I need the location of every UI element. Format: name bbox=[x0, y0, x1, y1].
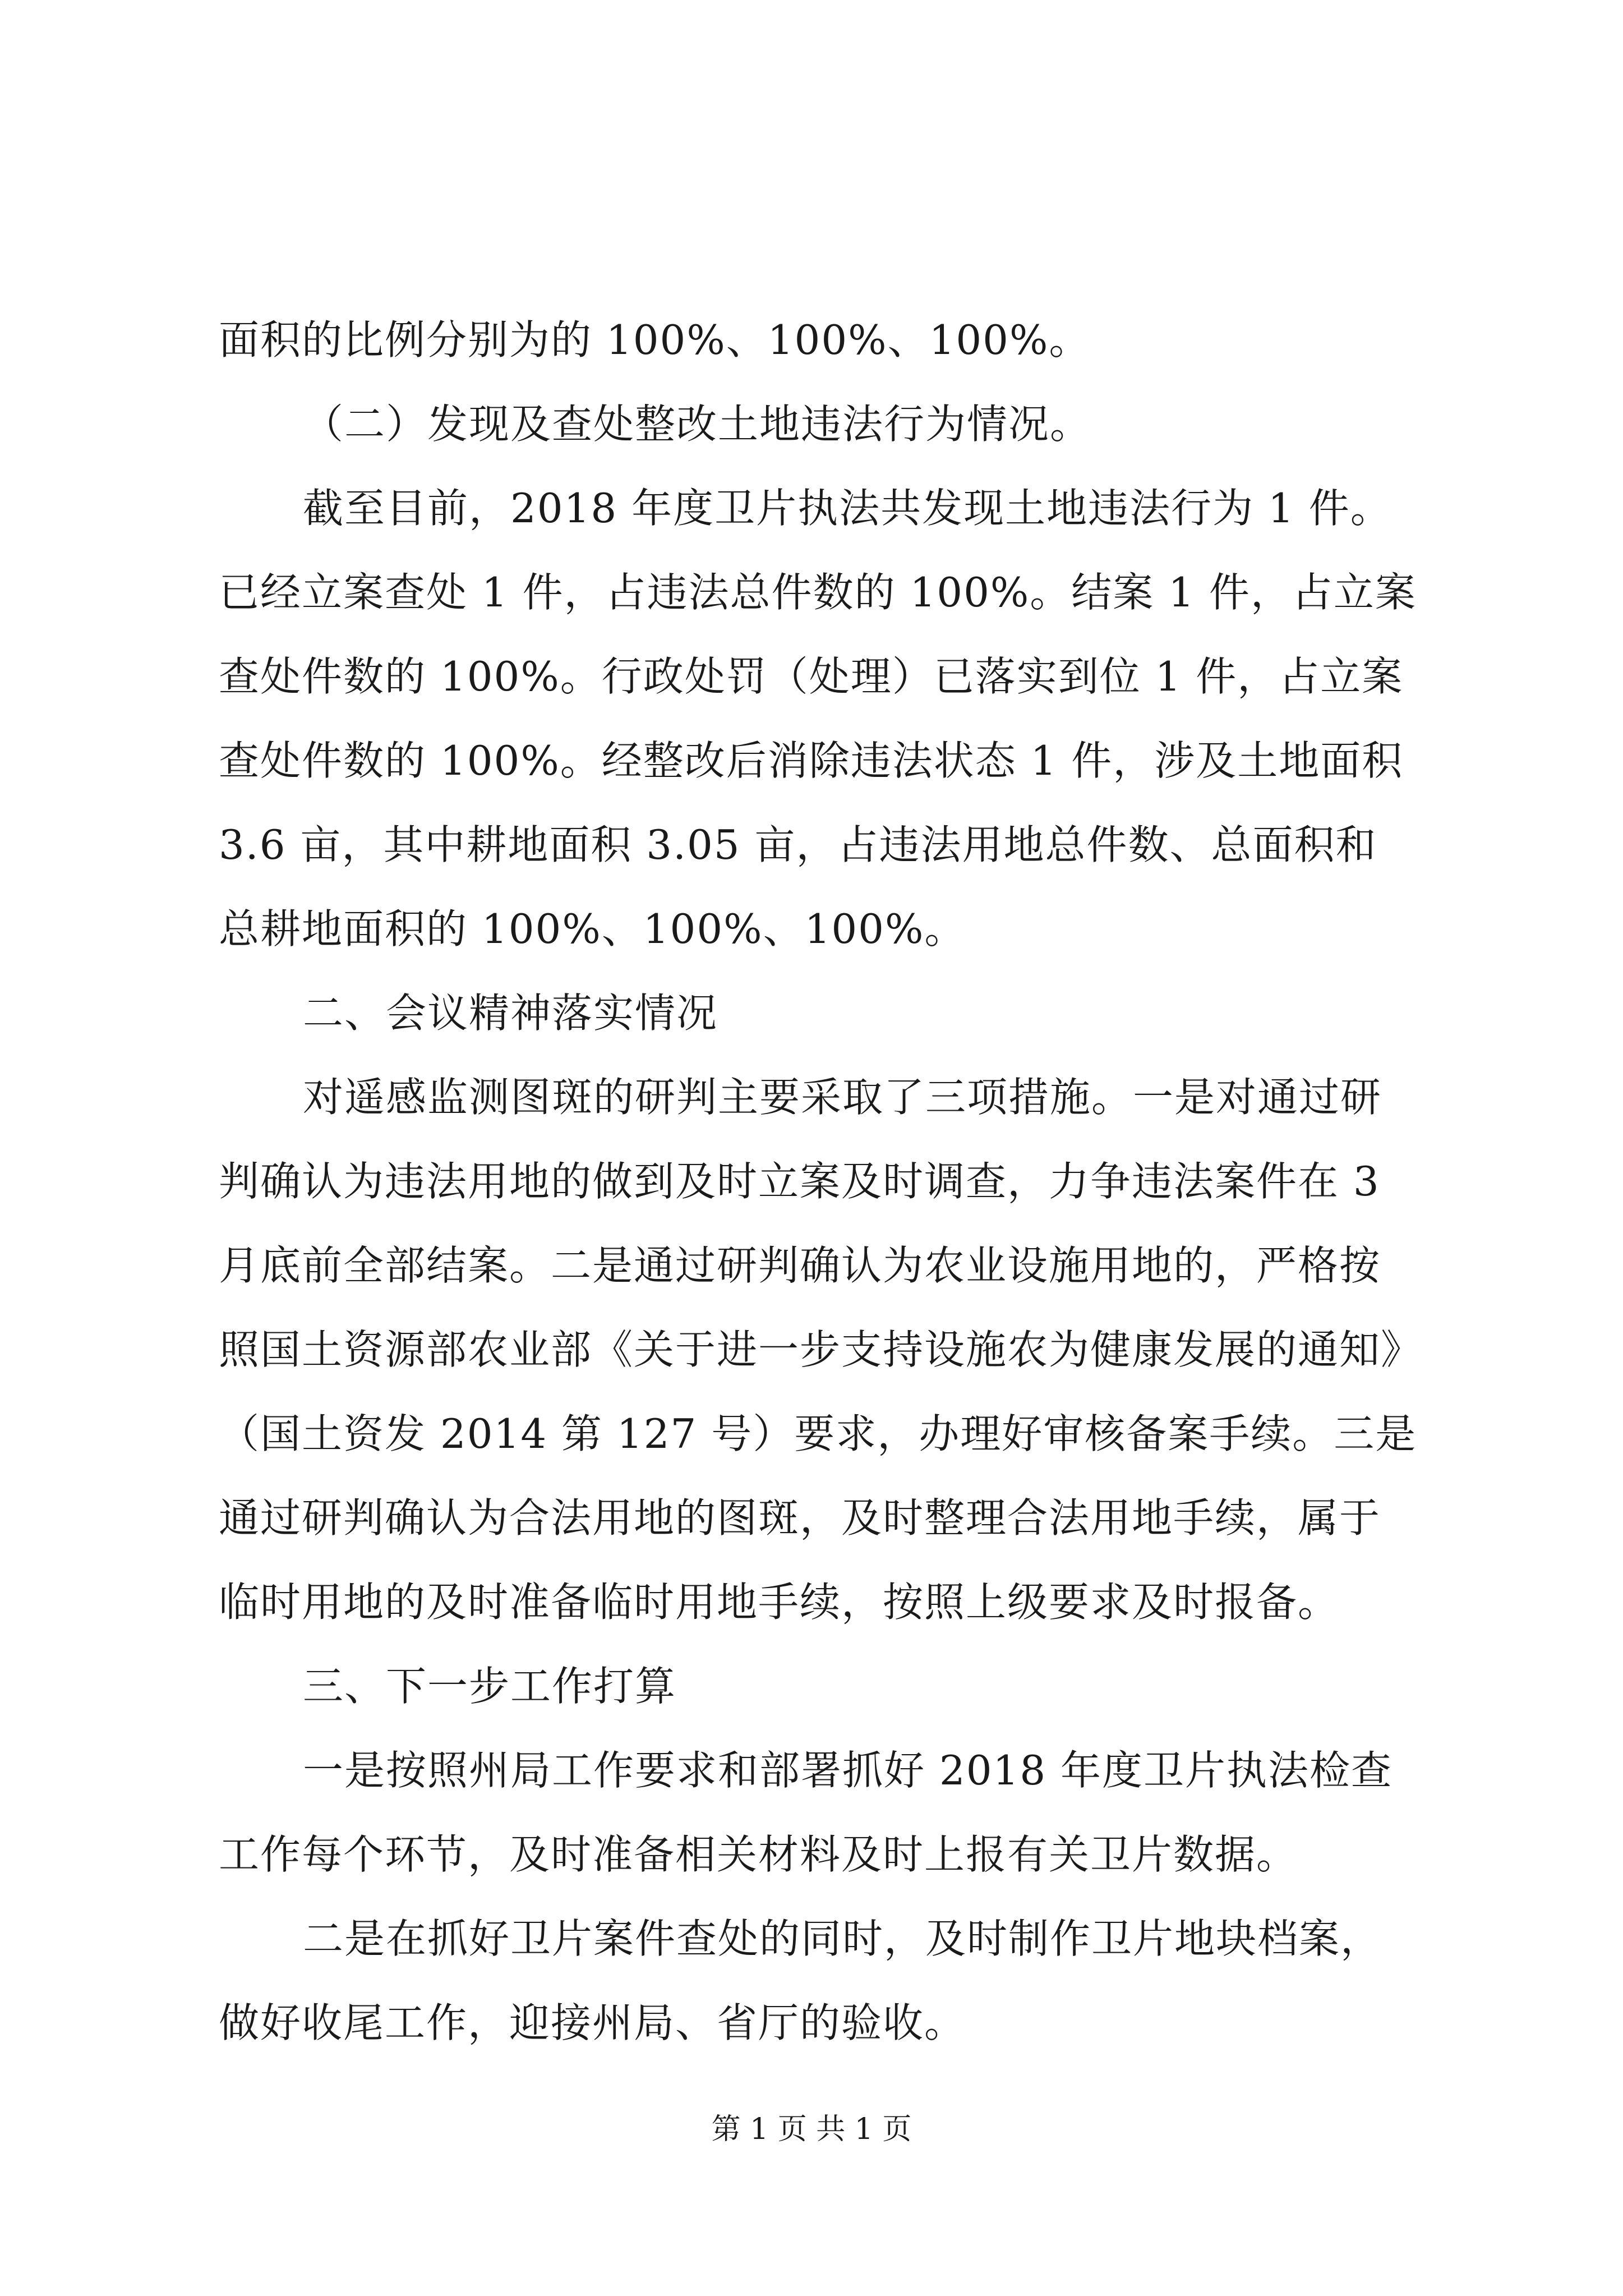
paragraph-line: 已经立案查处 1 件，占违法总件数的 100%。结案 1 件，占立案 bbox=[219, 569, 1417, 616]
page-footer: 第 1 页 共 1 页 bbox=[711, 2113, 912, 2146]
paragraph-line: 查处件数的 100%。经整改后消除违法状态 1 件，涉及土地面积 bbox=[219, 737, 1404, 784]
paragraph-line: 照国土资源部农业部《关于进一步支持设施农为健康发展的通知》 bbox=[219, 1326, 1423, 1373]
paragraph-line: 面积的比例分别为的 100%、100%、100%。 bbox=[219, 316, 1091, 364]
paragraph-line: （国土资发 2014 第 127 号）要求，办理好审核备案手续。三是 bbox=[219, 1410, 1417, 1457]
paragraph-line: 做好收尾工作，迎接州局、省厅的验收。 bbox=[219, 1999, 966, 2046]
paragraph-line: 对遥感监测图斑的研判主要采取了三项措施。一是对通过研 bbox=[303, 1074, 1382, 1121]
paragraph-line: 3.6 亩，其中耕地面积 3.05 亩，占违法用地总件数、总面积和 bbox=[219, 821, 1377, 868]
paragraph-line: 一是按照州局工作要求和部署抓好 2018 年度卫片执法检查 bbox=[303, 1747, 1393, 1794]
paragraph-line: 二是在抓好卫片案件查处的同时，及时制作卫片地块档案， bbox=[303, 1915, 1382, 1962]
section-heading: 三、下一步工作打算 bbox=[303, 1663, 677, 1710]
paragraph-line: 总耕地面积的 100%、100%、100%。 bbox=[219, 905, 966, 953]
section-heading: 二、会议精神落实情况 bbox=[303, 990, 718, 1037]
paragraph-line: 截至目前，2018 年度卫片执法共发现土地违法行为 1 件。 bbox=[303, 485, 1392, 532]
paragraph-line: 判确认为违法用地的做到及时立案及时调查，力争违法案件在 3 bbox=[219, 1158, 1380, 1205]
paragraph-line: 月底前全部结案。二是通过研判确认为农业设施用地的，严格按 bbox=[219, 1242, 1381, 1289]
paragraph-line: 通过研判确认为合法用地的图斑，及时整理合法用地手续，属于 bbox=[219, 1494, 1381, 1542]
paragraph-line: 工作每个环节，及时准备相关材料及时上报有关卫片数据。 bbox=[219, 1831, 1298, 1878]
section-heading: （二）发现及查处整改土地违法行为情况。 bbox=[303, 401, 1092, 448]
paragraph-line: 临时用地的及时准备临时用地手续，按照上级要求及时报备。 bbox=[219, 1579, 1340, 1626]
paragraph-line: 查处件数的 100%。行政处罚（处理）已落实到位 1 件，占立案 bbox=[219, 653, 1404, 700]
